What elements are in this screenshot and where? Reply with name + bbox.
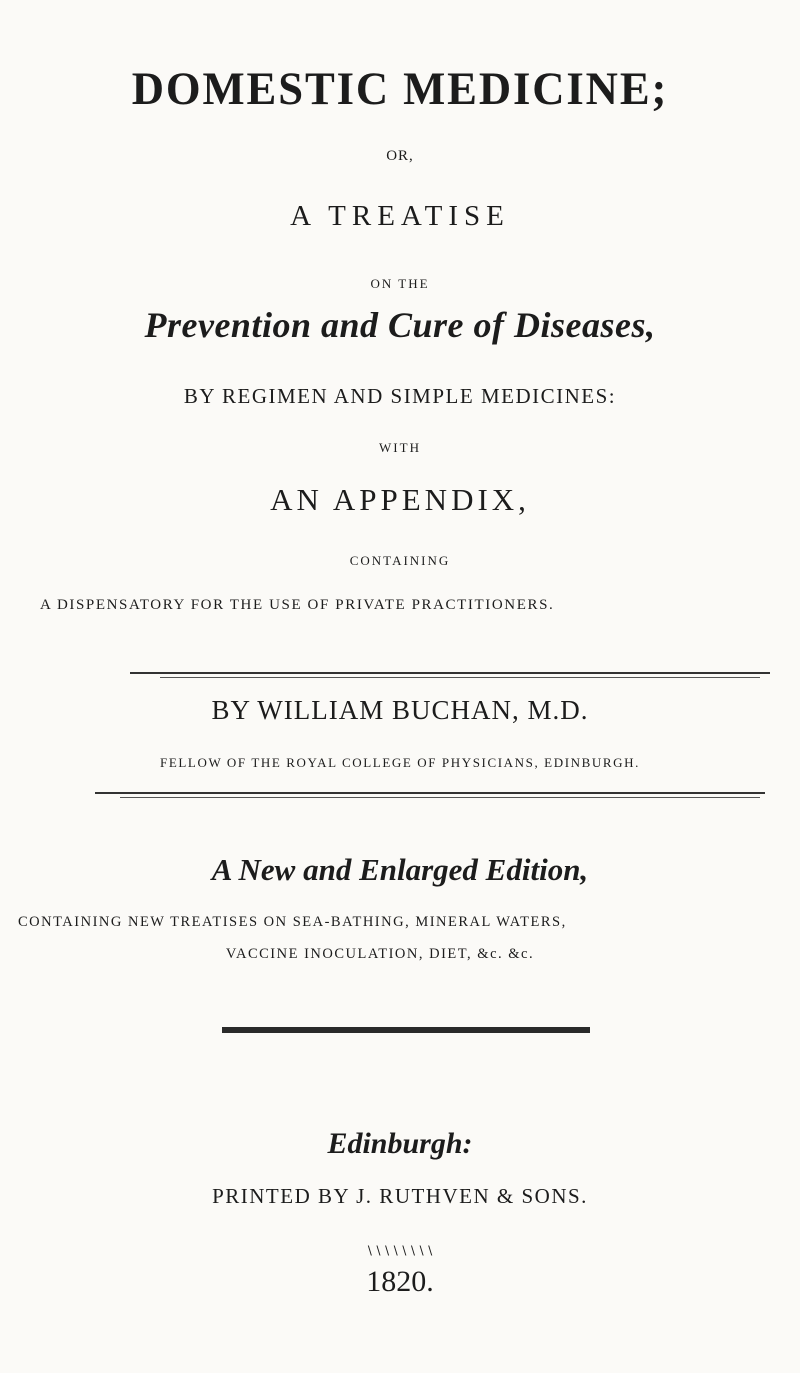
bottom-rule-author <box>95 792 765 794</box>
edition-contents-line-1: CONTAINING NEW TREATISES ON SEA-BATHING, MINERAL WATERS, <box>18 914 567 930</box>
regimen-line: BY REGIMEN AND SIMPLE MEDICINES: <box>183 384 617 408</box>
ornament-rule: ∖∖∖∖∖∖∖∖ <box>365 1244 435 1258</box>
with-connector: WITH <box>379 440 421 455</box>
heavy-rule <box>222 1027 590 1033</box>
on-the-connector: ON THE <box>370 276 430 291</box>
appendix-heading: AN APPENDIX, <box>270 482 530 517</box>
book-title: DOMESTIC MEDICINE; <box>131 63 669 115</box>
top-rule-author <box>130 672 770 674</box>
printer-line: PRINTED BY J. RUTHVEN & SONS. <box>212 1184 588 1208</box>
author-affiliation: FELLOW OF THE ROYAL COLLEGE OF PHYSICIANS, EDINBURGH. <box>160 755 640 770</box>
place-of-publication: Edinburgh: <box>327 1127 473 1160</box>
author-line: BY WILLIAM BUCHAN, M.D. <box>211 695 589 725</box>
top-rule-author-thin <box>160 677 760 678</box>
publication-date: 1820. <box>366 1265 434 1298</box>
bottom-rule-author-thin <box>120 797 760 798</box>
or-connector: OR, <box>386 148 414 164</box>
containing-connector: CONTAINING <box>349 553 451 568</box>
dispensatory-line: A DISPENSATORY FOR THE USE OF PRIVATE PRACTITIONERS. <box>40 597 555 613</box>
subject-heading: Prevention and Cure of Diseases, <box>144 305 656 345</box>
edition-heading: A New and Enlarged Edition, <box>211 852 589 887</box>
edition-contents-line-2: VACCINE INOCULATION, DIET, &c. &c. <box>225 946 535 962</box>
subtitle-treatise: A TREATISE <box>290 200 510 232</box>
